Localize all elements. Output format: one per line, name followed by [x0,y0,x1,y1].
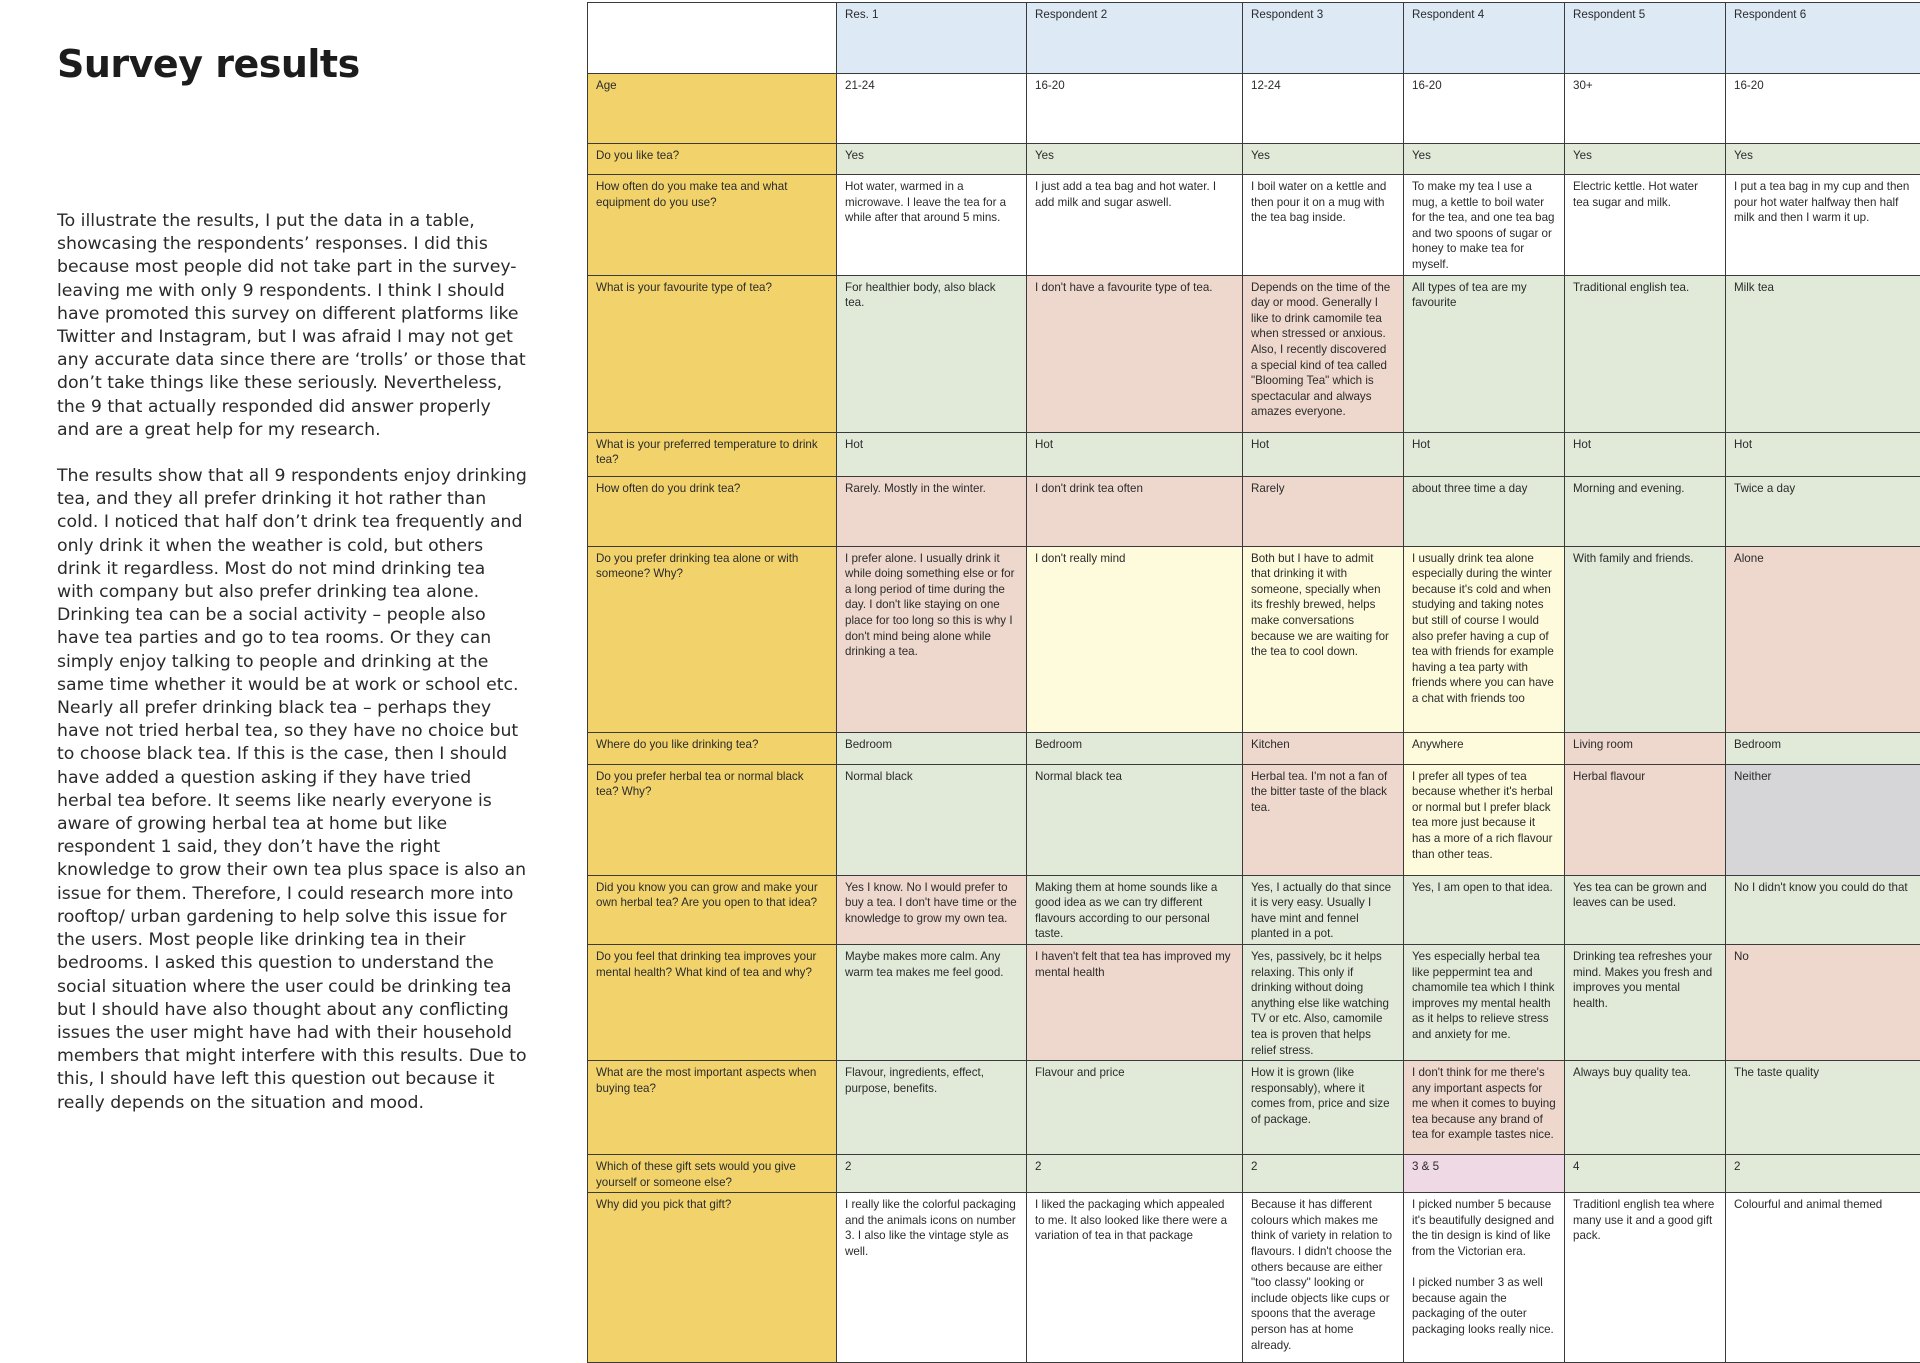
answer-cell: Herbal tea. I'm not a fan of the bitter taste of the black tea. [1243,764,1404,875]
answer-cell: I haven't felt that tea has improved my mental health [1027,944,1243,1060]
answer-cell: Normal black tea [1027,764,1243,875]
answer-cell: I picked number 5 because it's beautifully designed and the tin design is kind of like from the Victorian era. I picked number 3 as well because again the packaging of the outer packaging looks really nice. [1404,1193,1565,1363]
respondent-header: Respondent 2 [1027,3,1243,74]
answer-cell: Colourful and animal themed [1726,1193,1920,1363]
answer-cell: Hot [837,432,1027,476]
page-title: Survey results [57,42,360,86]
answer-cell: I prefer all types of tea because whether it's herbal or normal but I prefer black tea more just because it has a more of a rich flavour than other teas. [1404,764,1565,875]
answer-cell: Electric kettle. Hot water tea sugar and milk. [1565,175,1726,276]
answer-cell: Bedroom [1027,732,1243,764]
paragraph-results: The results show that all 9 respondents enjoy drinking tea, and they all prefer drinking it hot rather than cold. I noticed that half don’t drink tea frequently and only drink it when the weather is cold, but others drink it regardless. Most do not mind drinking tea with company but also prefer drinking tea alone. Drinking tea can be a social activity – people also have tea parties and go to tea rooms. Or they can simply enjoy talking to people and drinking at the same time whether it would be at work or school etc. Nearly all prefer drinking black tea – perhaps they have not tried herbal tea, so they have no choice but to choose black tea. If this is the case, then I should have added a question asking if they have tried herbal tea before. It seems like nearly everyone is aware of growing herbal tea at home but like respondent 1 said, they don’t have the right knowledge to grow their own tea plus space is also an issue for them. Therefore, I could research more into rooftop/ urban gardening to help solve this issue for the users. Most people like drinking tea in their bedrooms. I asked this question to understand the social situation where the user could be drinking tea but I should have also thought about any conflicting issues the user might have had with their household members that might interfere with this results. Due to this, I should have left this question out because it really depends on the situation and mood. [57,465,527,1115]
question-cell: How often do you drink tea? [588,476,837,546]
table-row-location [588,732,1920,764]
answer-cell: Hot [1565,432,1726,476]
answer-cell: Yes, I actually do that since it is very easy. Usually I have mint and fennel planted in a pot. [1243,875,1404,944]
answer-cell: 2 [1027,1155,1243,1193]
answer-cell: Yes [1243,144,1404,175]
answer-cell: Yes, passively, bc it helps relaxing. This only if drinking without doing anything else like watching TV or etc. Also, camomile tea is proven that helps relief stress. [1243,944,1404,1060]
answer-cell: Morning and evening. [1565,476,1726,546]
respondent-header: Respondent 4 [1404,3,1565,74]
answer-cell: Making them at home sounds like a good idea as we can try different flavours according to our personal taste. [1027,875,1243,944]
answer-cell: I really like the colorful packaging and the animals icons on number 3. I also like the vintage style as well. [837,1193,1027,1363]
answer-cell: All types of tea are my favourite [1404,275,1565,432]
question-cell: Age [588,74,837,144]
survey-results-table [587,2,1920,1363]
answer-cell: I just add a tea bag and hot water. I add milk and sugar aswell. [1027,175,1243,276]
question-cell: Do you prefer herbal tea or normal black tea? Why? [588,764,837,875]
answer-cell: Kitchen [1243,732,1404,764]
answer-cell: I don't really mind [1027,546,1243,732]
answer-cell: Because it has different colours which makes me think of variety in relation to flavours. I didn't choose the others because are either "too classy" looking or include objects like cups or spoons that the average person has at home already. [1243,1193,1404,1363]
answer-cell: Traditionl english tea where many use it and a good gift pack. [1565,1193,1726,1363]
answer-cell: Hot [1404,432,1565,476]
answer-cell: Traditional english tea. [1565,275,1726,432]
table-row-age [588,74,1920,144]
answer-cell: Herbal flavour [1565,764,1726,875]
answer-cell: Yes [1565,144,1726,175]
answer-cell: I liked the packaging which appealed to me. It also looked like there were a variation of tea in that package [1027,1193,1243,1363]
answer-cell: I don't drink tea often [1027,476,1243,546]
question-cell: How often do you make tea and what equipment do you use? [588,175,837,276]
table-row-favourite-tea [588,275,1920,432]
answer-cell: 2 [837,1155,1027,1193]
answer-cell: Flavour and price [1027,1061,1243,1155]
answer-cell: Hot water, warmed in a microwave. I leave the tea for a while after that around 5 mins. [837,175,1027,276]
table-row-buying-aspects [588,1061,1920,1155]
table-row-mental-health [588,944,1920,1060]
answer-cell: 21-24 [837,74,1027,144]
answer-cell: Hot [1027,432,1243,476]
table-row-make-tea [588,175,1920,276]
answer-cell: Bedroom [837,732,1027,764]
answer-cell: Yes [1726,144,1920,175]
answer-cell: 16-20 [1726,74,1920,144]
answer-cell: Maybe makes more calm. Any warm tea makes me feel good. [837,944,1027,1060]
answer-cell: Milk tea [1726,275,1920,432]
analysis-text [57,210,527,1115]
answer-cell: Rarely [1243,476,1404,546]
question-cell: Do you prefer drinking tea alone or with someone? Why? [588,546,837,732]
answer-cell: I don't think for me there's any important aspects for me when it comes to buying tea because any brand of tea for example tastes nice. [1404,1061,1565,1155]
answer-cell: Depends on the time of the day or mood. Generally I like to drink camomile tea when stressed or anxious. Also, I recently discovered a special kind of tea called "Blooming Tea" which is spectacular and always amazes everyone. [1243,275,1404,432]
answer-cell: Yes I know. No I would prefer to buy a tea. I don't have time or the knowledge to grow my own tea. [837,875,1027,944]
table-row-gift-reason [588,1193,1920,1363]
answer-cell: 4 [1565,1155,1726,1193]
answer-cell: Yes especially herbal tea like peppermint tea and chamomile tea which I think improves my mental health as it helps to relieve stress and anxiety for me. [1404,944,1565,1060]
answer-cell: Twice a day [1726,476,1920,546]
answer-cell: Hot [1243,432,1404,476]
answer-cell: Rarely. Mostly in the winter. [837,476,1027,546]
question-cell: Did you know you can grow and make your own herbal tea? Are you open to that idea? [588,875,837,944]
answer-cell: Yes [837,144,1027,175]
answer-cell: Both but I have to admit that drinking it with someone, specially when its freshly brewed, helps make conversations because we are waiting for the tea to cool down. [1243,546,1404,732]
answer-cell: I usually drink tea alone especially during the winter because it's cold and when studying and taking notes but still of course I would also prefer having a cup of tea with friends for example having a tea party with friends where you can have a chat with friends too [1404,546,1565,732]
answer-cell: Neither [1726,764,1920,875]
answer-cell: For healthier body, also black tea. [837,275,1027,432]
answer-cell: 12-24 [1243,74,1404,144]
answer-cell: Yes, I am open to that idea. [1404,875,1565,944]
question-cell: What is your favourite type of tea? [588,275,837,432]
question-cell: Which of these gift sets would you give yourself or someone else? [588,1155,837,1193]
table-row-alone-or-company [588,546,1920,732]
answer-cell: 30+ [1565,74,1726,144]
table-row-temperature [588,432,1920,476]
answer-cell: Anywhere [1404,732,1565,764]
answer-cell: Drinking tea refreshes your mind. Makes you fresh and improves you mental health. [1565,944,1726,1060]
question-cell: Why did you pick that gift? [588,1193,837,1363]
answer-cell: The taste quality [1726,1061,1920,1155]
answer-cell: Always buy quality tea. [1565,1061,1726,1155]
answer-cell: Yes tea can be grown and leaves can be used. [1565,875,1726,944]
answer-cell: With family and friends. [1565,546,1726,732]
answer-cell: 3 & 5 [1404,1155,1565,1193]
answer-cell: I don't have a favourite type of tea. [1027,275,1243,432]
answer-cell: No I didn't know you could do that [1726,875,1920,944]
answer-cell: Flavour, ingredients, effect, purpose, benefits. [837,1061,1027,1155]
respondent-header: Respondent 5 [1565,3,1726,74]
answer-cell: Alone [1726,546,1920,732]
question-cell: Where do you like drinking tea? [588,732,837,764]
answer-cell: Yes [1027,144,1243,175]
corner-cell [588,3,837,74]
answer-cell: I boil water on a kettle and then pour it on a mug with the tea bag inside. [1243,175,1404,276]
answer-cell: No [1726,944,1920,1060]
question-cell: What are the most important aspects when buying tea? [588,1061,837,1155]
answer-cell: Normal black [837,764,1027,875]
table-row-grow-own-tea [588,875,1920,944]
table-row-gift-set [588,1155,1920,1193]
question-cell: Do you like tea? [588,144,837,175]
answer-cell: I prefer alone. I usually drink it while doing something else or for a long period of time during the day. I don't like staying on one place for too long so this is why I don't mind being alone while drinking a tea. [837,546,1027,732]
answer-cell: 16-20 [1027,74,1243,144]
answer-cell: Yes [1404,144,1565,175]
answer-cell: 2 [1243,1155,1404,1193]
answer-cell: Living room [1565,732,1726,764]
answer-cell: Hot [1726,432,1920,476]
paragraph-method: To illustrate the results, I put the data in a table, showcasing the respondents’ responses. I did this because most people did not take part in the survey- leaving me with only 9 respondents. I think I should have promoted this survey on different platforms like Twitter and Instagram, but I was afraid I may not get any accurate data since there are ‘trolls’ or those that don’t take things like these seriously. Nevertheless, the 9 that actually responded did answer properly and are a great help for my research. [57,210,527,442]
table-row-frequency [588,476,1920,546]
respondent-header: Res. 1 [837,3,1027,74]
answer-cell: 2 [1726,1155,1920,1193]
answer-cell: To make my tea I use a mug, a kettle to boil water for the tea, and one tea bag and two spoons of sugar or honey to make tea for myself. [1404,175,1565,276]
answer-cell: about three time a day [1404,476,1565,546]
question-cell: What is your preferred temperature to drink tea? [588,432,837,476]
answer-cell: Bedroom [1726,732,1920,764]
answer-cell: I put a tea bag in my cup and then pour hot water halfway then half milk and then I warm it up. [1726,175,1920,276]
header-row [588,3,1920,74]
answer-cell: How it is grown (like responsably), where it comes from, price and size of package. [1243,1061,1404,1155]
question-cell: Do you feel that drinking tea improves your mental health? What kind of tea and why? [588,944,837,1060]
respondent-header: Respondent 3 [1243,3,1404,74]
table-row-herbal-or-black [588,764,1920,875]
table-row-like-tea [588,144,1920,175]
answer-cell: 16-20 [1404,74,1565,144]
respondent-header: Respondent 6 [1726,3,1920,74]
